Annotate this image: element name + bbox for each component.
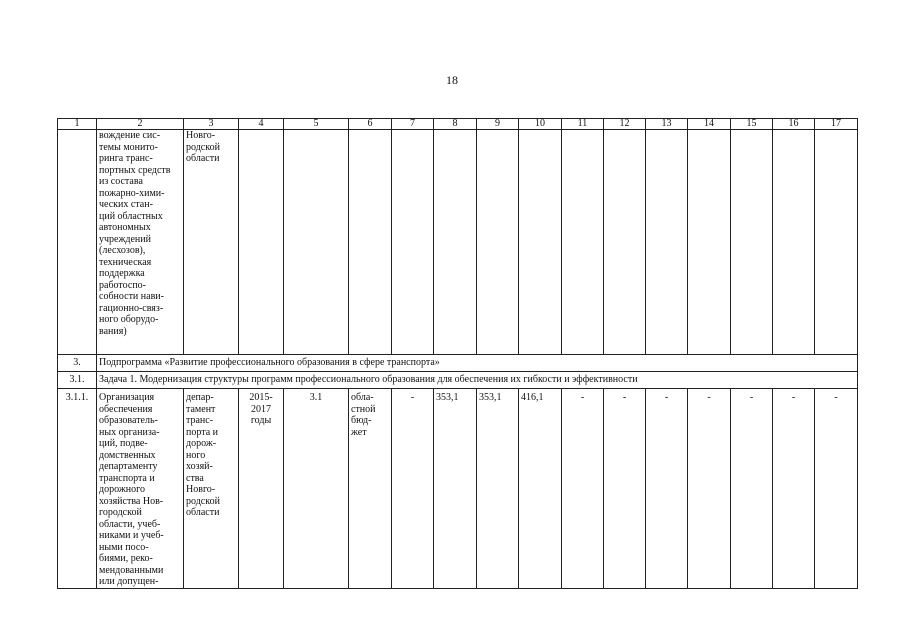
cell-value: -	[815, 389, 858, 589]
col-header-14: 14	[688, 119, 731, 130]
cell-empty	[284, 130, 349, 355]
col-header-2: 2	[97, 119, 184, 130]
cell-empty	[562, 130, 604, 355]
subprogram-title: Подпрограмма «Развитие профессионального образования в сфере транспорта»	[97, 355, 858, 372]
cell-value: -	[688, 389, 731, 589]
cell-empty	[58, 130, 97, 355]
cell-target-indicator: 3.1	[284, 389, 349, 589]
cell-empty	[477, 130, 519, 355]
col-header-9: 9	[477, 119, 519, 130]
cell-value: -	[773, 389, 815, 589]
cell-activity-name: вождение сис- темы монито- ринга транс- портных средств из состава пожарно-хими- ческих стан- ций областных автономных учреждений (лесхозов), техническая поддержка работоспо- собности нави- гационно-связ- ного оборудо- вания)	[97, 130, 184, 355]
cell-value: 353,1	[477, 389, 519, 589]
cell-value: 416,1	[519, 389, 562, 589]
cell-empty	[731, 130, 773, 355]
cell-value: -	[392, 389, 434, 589]
subprogram-row	[58, 355, 858, 372]
col-header-5: 5	[284, 119, 349, 130]
page-number: 18	[446, 73, 458, 87]
cell-value: 353,1	[434, 389, 477, 589]
col-header-7: 7	[392, 119, 434, 130]
cell-empty	[815, 130, 858, 355]
cell-funding-source: обла- стной бюд- жет	[349, 389, 392, 589]
cell-value: -	[646, 389, 688, 589]
cell-empty	[519, 130, 562, 355]
col-header-8: 8	[434, 119, 477, 130]
cell-activity-name: Организация обеспечения образователь- ных организа- ций, подве- домственных департаменту транспорта и дорожного хозяйства Нов- городской области, учеб- никами и учеб- ными посо- биями, реко- мендованными или допущен-	[97, 389, 184, 589]
cell-empty	[434, 130, 477, 355]
cell-item-number: 3.1.1.	[58, 389, 97, 589]
cell-empty	[392, 130, 434, 355]
table-row	[58, 130, 858, 355]
task-title: Задача 1. Модернизация структуры программ профессионального образования для обеспечения их гибкости и эффективности	[97, 372, 858, 389]
table-row	[58, 389, 858, 589]
cell-value: -	[562, 389, 604, 589]
column-number-row	[58, 119, 858, 130]
col-header-3: 3	[184, 119, 239, 130]
col-header-15: 15	[731, 119, 773, 130]
col-header-1: 1	[58, 119, 97, 130]
task-number: 3.1.	[58, 372, 97, 389]
col-header-4: 4	[239, 119, 284, 130]
task-row	[58, 372, 858, 389]
cell-executor: Новго- родской области	[184, 130, 239, 355]
col-header-16: 16	[773, 119, 815, 130]
cell-executor: депар- тамент транс- порта и дорож- ного хозяй- ства Новго- родской области	[184, 389, 239, 589]
cell-period: 2015- 2017 годы	[239, 389, 284, 589]
program-table	[57, 118, 858, 589]
col-header-6: 6	[349, 119, 392, 130]
col-header-11: 11	[562, 119, 604, 130]
cell-empty	[773, 130, 815, 355]
col-header-12: 12	[604, 119, 646, 130]
cell-value: -	[604, 389, 646, 589]
col-header-17: 17	[815, 119, 858, 130]
cell-empty	[688, 130, 731, 355]
col-header-10: 10	[519, 119, 562, 130]
subprogram-number: 3.	[58, 355, 97, 372]
col-header-13: 13	[646, 119, 688, 130]
cell-empty	[239, 130, 284, 355]
cell-value: -	[731, 389, 773, 589]
cell-empty	[349, 130, 392, 355]
cell-empty	[646, 130, 688, 355]
cell-empty	[604, 130, 646, 355]
